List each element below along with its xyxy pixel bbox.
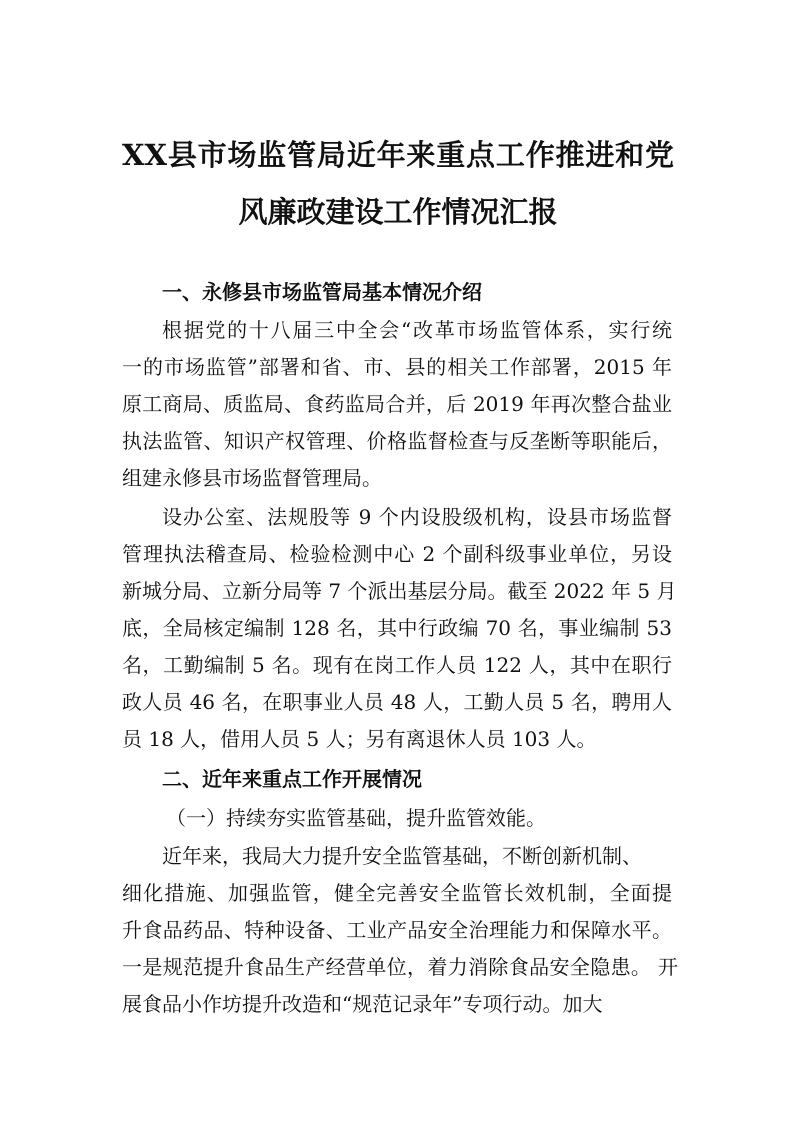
paragraph-line: 近年来，我局大力提升安全监管基础，不断创新机制、 <box>162 844 642 868</box>
paragraph-line: 原工商局、质监局、食药监局合并，后 2019 年再次整合盐业 <box>122 392 672 416</box>
paragraph-line: 政人员 46 名，在职事业人员 48 人，工勤人员 5 名，聘用人 <box>122 690 672 714</box>
paragraph-line: 员 18 人，借用人员 5 人；另有离退休人员 103 人。 <box>122 727 597 751</box>
document-title-line-1: XX县市场监管局近年来重点工作推进和党 <box>122 138 674 172</box>
paragraph-line: 一是规范提升食品生产经营单位，着力消除食品安全隐患。 开 <box>122 955 678 979</box>
document-title-line-2: 风廉政建设工作情况汇报 <box>238 195 558 229</box>
paragraph-line: 展食品小作坊提升改造和“规范记录年”专项行动。加大 <box>122 992 603 1016</box>
paragraph-line: 细化措施、加强监管，健全完善安全监管长效机制，全面提 <box>122 881 672 905</box>
paragraph-line: 新城分局、立新分局等 7 个派出基层分局。截至 2022 年 5 月 <box>122 579 677 603</box>
paragraph-line: 一的市场监管”部署和省、市、县的相关工作部署，2015 年 <box>122 355 672 379</box>
subsection-heading: （一）持续夯实监管基础，提升监管效能。 <box>166 806 546 830</box>
section-heading-2: 二、近年来重点工作开展情况 <box>162 767 422 791</box>
paragraph-line: 设办公室、法规股等 9 个内设股级机构，设县市场监督 <box>162 505 672 529</box>
paragraph-line: 管理执法稽查局、检验检测中心 2 个副科级事业单位，另设 <box>122 542 672 566</box>
paragraph-line: 升食品药品、特种设备、工业产品安全治理能力和保障水平。 <box>122 918 672 942</box>
section-heading-1: 一、永修县市场监管局基本情况介绍 <box>162 280 482 304</box>
paragraph-line: 底，全局核定编制 128 名，其中行政编 70 名，事业编制 53 <box>122 616 672 640</box>
paragraph-line: 名，工勤编制 5 名。现有在岗工作人员 122 人，其中在职行 <box>122 653 672 677</box>
paragraph-line: 执法监管、知识产权管理、价格监督检查与反垄断等职能后， <box>122 429 672 453</box>
paragraph-line: 组建永修县市场监督管理局。 <box>122 466 382 490</box>
paragraph-line: 根据党的十八届三中全会“改革市场监管体系，实行统 <box>162 318 672 342</box>
